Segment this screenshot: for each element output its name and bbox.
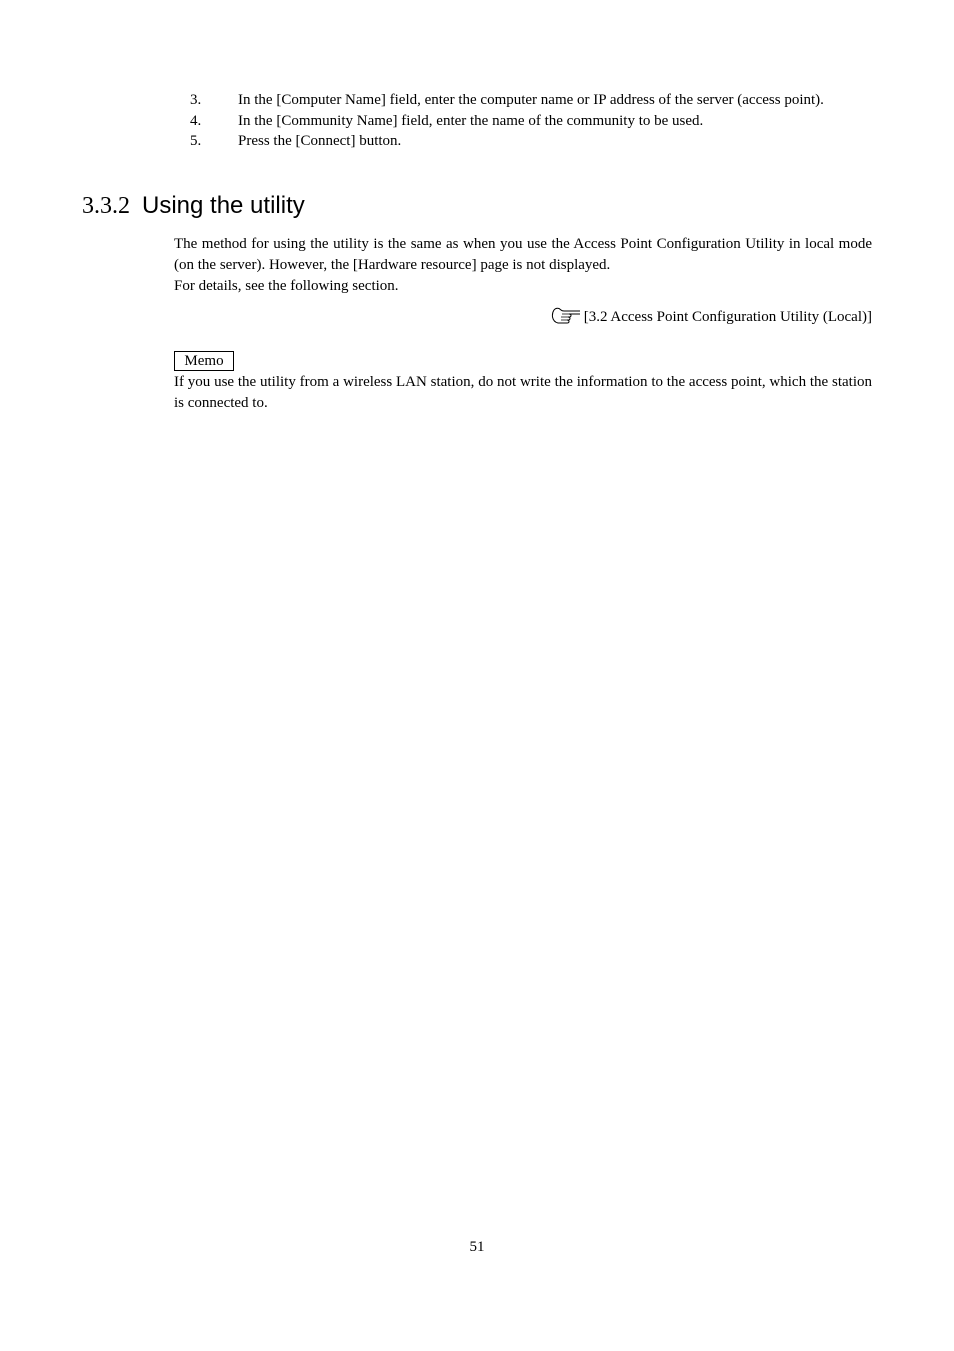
- section-heading: [82, 192, 305, 220]
- procedure-step: [190, 131, 890, 152]
- section-number: 3.3.2: [82, 193, 130, 219]
- intro-details-line: For details, see the following section.: [174, 278, 399, 294]
- procedure-step: [190, 111, 890, 132]
- section-intro: [174, 234, 872, 297]
- cross-reference[interactable]: [174, 307, 872, 332]
- step-number: 4.: [190, 112, 202, 129]
- page-number: 51: [469, 1239, 485, 1255]
- intro-paragraph: The method for using the utility is the same as when you use the Access Point Configuration Utility in local mode (on the server). However, the [Hardware resource] page is not displayed.: [174, 236, 872, 273]
- cross-reference-text: [3.2 Access Point Configuration Utility (Local)]: [583, 309, 872, 325]
- step-text: In the [Computer Name] field, enter the computer name or IP address of the server (access point).: [238, 92, 824, 108]
- pointing-hand-icon: [551, 307, 581, 332]
- step-number: 3.: [190, 92, 202, 108]
- memo-text: If you use the utility from a wireless LAN station, do not write the information to the access point, which the station is connected to.: [174, 374, 872, 411]
- memo-label: Memo: [174, 351, 234, 371]
- procedure-step: [190, 90, 890, 111]
- section-title: Using the utility: [142, 192, 305, 219]
- step-number: 5.: [190, 133, 202, 149]
- step-text: In the [Community Name] field, enter the name of the community to be used.: [238, 112, 704, 129]
- procedure-steps: [190, 90, 890, 152]
- step-text: Press the [Connect] button.: [238, 133, 402, 149]
